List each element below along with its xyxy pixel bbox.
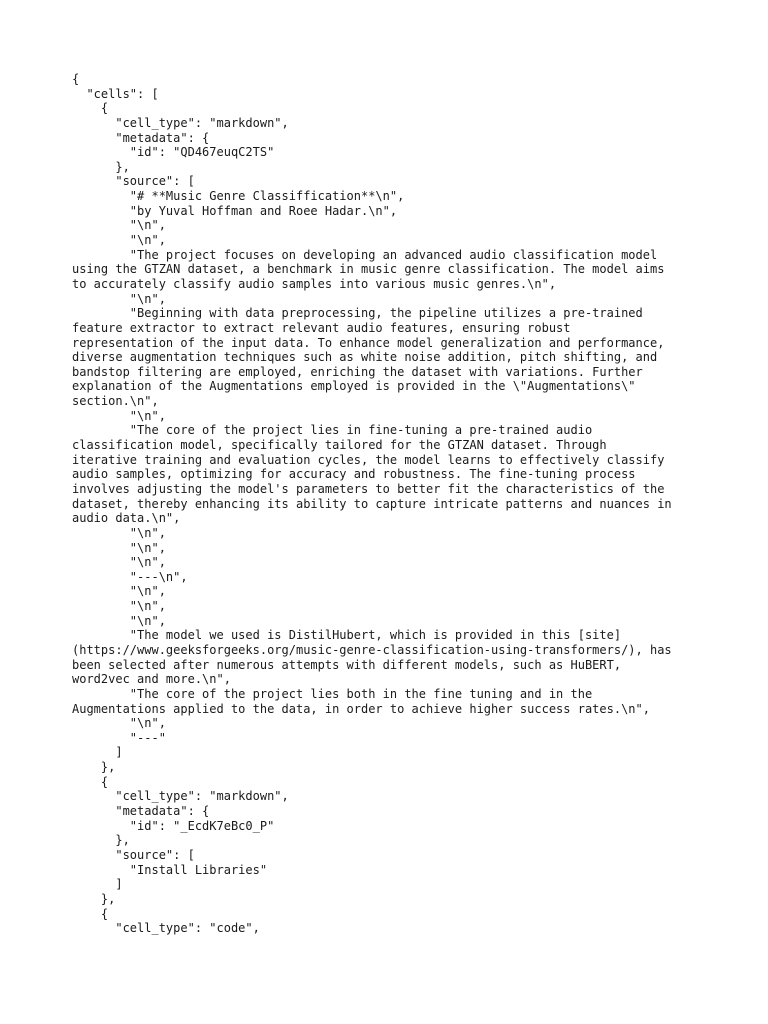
json-document [72, 72, 712, 936]
document-line: (https://www.geeksforgeeks.org/music-genre-classification-using-transformers/), has [72, 642, 672, 657]
document-line: iterative training and evaluation cycles, the model learns to effectively classify [72, 452, 665, 467]
document-line: explanation of the Augmentations employed is provided in the \"Augmentations\" [72, 379, 636, 394]
document-line: "cell_type": "code", [72, 921, 260, 936]
document-line: { [72, 72, 80, 86]
document-line: word2vec and more.\n", [72, 672, 231, 687]
document-line: "cell_type": "markdown", [72, 115, 289, 130]
document-line: "The project focuses on developing an advanced audio classification model [72, 247, 658, 262]
document-line: "id": "_EcdK7eBc0_P" [72, 818, 275, 833]
document-line: "source": [ [72, 847, 195, 862]
document-line: ] [72, 745, 123, 760]
document-line: "---\n", [72, 569, 188, 584]
document-line: been selected after numerous attempts with different models, such as HuBERT, [72, 657, 622, 672]
document-line: "\n", [72, 716, 166, 731]
document-line: "cells": [ [72, 86, 159, 101]
document-line: }, [72, 159, 130, 174]
document-line: section.\n", [72, 394, 159, 409]
document-line: "\n", [72, 613, 166, 628]
document-line: audio samples, optimizing for accuracy and robustness. The fine-tuning process [72, 467, 636, 482]
document-line: "\n", [72, 233, 166, 248]
document-line: feature extractor to extract relevant audio features, ensuring robust [72, 320, 571, 335]
document-line: audio data.\n", [72, 511, 181, 526]
document-line: representation of the input data. To enhance model generalization and performance, [72, 335, 665, 350]
document-line: "Install Libraries" [72, 862, 268, 877]
document-line: dataset, thereby enhancing its ability to capture intricate patterns and nuances in [72, 496, 672, 511]
document-line: "by Yuval Hoffman and Roee Hadar.\n", [72, 203, 398, 218]
document-line: "\n", [72, 525, 166, 540]
document-line: "\n", [72, 218, 166, 233]
document-line: "# **Music Genre Classiffication**\n", [72, 189, 405, 204]
document-line: "cell_type": "markdown", [72, 789, 289, 804]
document-line: "source": [ [72, 174, 195, 189]
document-line: "The core of the project lies in fine-tuning a pre-trained audio [72, 423, 593, 438]
document-line: bandstop filtering are employed, enriching the dataset with variations. Further [72, 364, 643, 379]
document-line: "The core of the project lies both in the fine tuning and in the [72, 686, 593, 701]
document-line: { [72, 774, 109, 789]
document-line: }, [72, 760, 116, 775]
document-line: involves adjusting the model's parameters to better fit the characteristics of the [72, 481, 665, 496]
document-line: "---" [72, 730, 166, 745]
document-line: classification model, specifically tailored for the GTZAN dataset. Through [72, 438, 607, 453]
document-line: "\n", [72, 408, 166, 423]
document-line: "id": "QD467euqC2TS" [72, 145, 275, 160]
document-line: }, [72, 833, 130, 848]
document-line: "\n", [72, 555, 166, 570]
document-line: diverse augmentation techniques such as white noise addition, pitch shifting, and [72, 350, 658, 365]
document-line: }, [72, 891, 116, 906]
document-line: "\n", [72, 599, 166, 614]
document-line: using the GTZAN dataset, a benchmark in music genre classification. The model aims [72, 262, 665, 277]
document-line: "metadata": { [72, 130, 210, 145]
document-line: "Beginning with data preprocessing, the pipeline utilizes a pre-trained [72, 306, 643, 321]
document-line: Augmentations applied to the data, in order to achieve higher success rates.\n", [72, 701, 650, 716]
document-line: { [72, 906, 109, 921]
document-line: "\n", [72, 291, 166, 306]
document-line: "\n", [72, 584, 166, 599]
document-line: "\n", [72, 540, 166, 555]
document-line: to accurately classify audio samples into various music genres.\n", [72, 276, 557, 291]
document-line: { [72, 101, 109, 116]
document-line: "metadata": { [72, 804, 210, 819]
document-line: ] [72, 877, 123, 892]
document-line: "The model we used is DistilHubert, which is provided in this [site] [72, 628, 622, 643]
